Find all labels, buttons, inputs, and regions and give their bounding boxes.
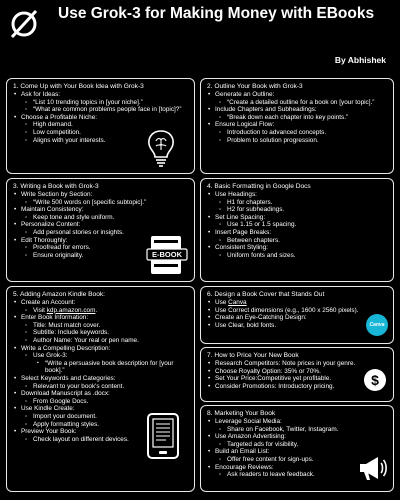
- sublist-wrapper: [13, 307, 188, 315]
- list-item: [207, 191, 387, 199]
- list-item-text: Encourage Reviews:: [215, 463, 274, 471]
- list-level-2: [207, 199, 387, 214]
- list-item: [13, 329, 188, 337]
- list-item-text: Download Manuscript as .docx:: [21, 390, 110, 398]
- dollar-coin-icon: [364, 369, 386, 391]
- list-item-text: Use Headings:: [215, 191, 257, 198]
- list-item: [207, 129, 387, 137]
- list-item: [13, 337, 188, 345]
- list-item: [207, 206, 387, 214]
- list-level-2: [207, 426, 387, 434]
- list-item: [13, 299, 188, 307]
- lightbulb-brain-icon: [144, 128, 178, 168]
- list-level-2: [13, 398, 188, 406]
- list-item-text: “Write a persuasive book description for [your book].”: [45, 359, 174, 375]
- list-item: [207, 360, 387, 368]
- list-item-text: Targeted ads for visibility.: [227, 440, 299, 448]
- list-item-text: “Create a detailed outline for a book on [your topic].”: [227, 98, 375, 106]
- list-item-text: Use 1.15 or 1.5 spacing.: [227, 221, 297, 229]
- list-item: [13, 352, 188, 360]
- list-item-text: Use: [215, 299, 229, 306]
- list-item-text: Introduction to advanced concepts.: [227, 128, 327, 136]
- card-outline: [200, 78, 394, 174]
- list-item-text: Build an Email List:: [215, 448, 270, 456]
- author-byline: By Abhishek: [334, 55, 386, 65]
- card-title: 6. Design a Book Cover that Stands Out: [207, 291, 325, 298]
- sublist-wrapper: [207, 441, 387, 449]
- list-item-text: Set Line Spacing:: [215, 213, 266, 221]
- list-item-text: Set Your Price:Competitive yet profitable.: [215, 375, 332, 383]
- list-item-text: Proofread for errors.: [33, 244, 91, 252]
- list-item-text: “List 10 trending topics in [your niche].”: [33, 98, 143, 106]
- card-formatting: [200, 178, 394, 282]
- card-title: 2. Outline Your Book with Grok-3: [207, 83, 303, 90]
- list-item: [207, 418, 387, 426]
- sublist-wrapper: [13, 360, 188, 375]
- list-level-2: [207, 441, 387, 449]
- list-item: [13, 91, 188, 99]
- list-item: [207, 433, 387, 441]
- list-item-text: H2 for subheadings.: [227, 206, 285, 214]
- list-item-text: Research Competitors: Note prices in your genre.: [215, 360, 356, 367]
- list-level-2: [13, 352, 188, 375]
- card-cover-design: [200, 286, 394, 344]
- list-level-2: [13, 214, 188, 222]
- list-item: [207, 237, 387, 245]
- list-item: [207, 368, 387, 376]
- list-item-text: Consistent Styling:: [215, 244, 268, 252]
- list-item-text: Personalize Content:: [21, 221, 81, 229]
- list-item: [13, 99, 188, 107]
- list-item: [13, 206, 188, 214]
- list-item-text: Apply formatting styles.: [33, 420, 100, 428]
- list-item: [13, 360, 188, 375]
- sublist-wrapper: [13, 199, 188, 207]
- sublist-wrapper: [207, 199, 387, 214]
- ebook-label: E-BOOK: [152, 250, 182, 259]
- list-item-text: Enter Book Information:: [21, 314, 89, 322]
- list-item: [207, 114, 387, 122]
- list-item-text: Ask for Ideas:: [21, 91, 61, 98]
- sublist-wrapper: [207, 114, 387, 122]
- page-title: Use Grok-3 for Making Money with EBooks: [58, 5, 375, 22]
- list-item: [13, 345, 188, 353]
- list-item-text: Ensure Logical Flow:: [215, 121, 275, 129]
- list-item: [207, 426, 387, 434]
- list-item: [207, 99, 387, 107]
- sublist-wrapper: [13, 398, 188, 406]
- list-item: [13, 307, 188, 315]
- list-level-2: [207, 114, 387, 122]
- list-item-text: Author Name: Your real or pen name.: [33, 336, 139, 344]
- list-item-text: Use Grok-3:: [33, 352, 68, 360]
- list-item: [207, 91, 387, 99]
- list-item-text: Write Section by Section:: [21, 191, 93, 198]
- list-level-2: [207, 99, 387, 107]
- list-item-text: Share on Facebook, Twitter, Instagram.: [227, 425, 339, 433]
- list-item-text: Uniform fonts and sizes.: [227, 251, 296, 259]
- sublist-wrapper: [207, 99, 387, 107]
- list-item-text: High demand.: [33, 121, 73, 129]
- list-level-3: [13, 360, 188, 375]
- list-item-text: Choose Royalty Option: 35% or 70%.: [215, 367, 321, 375]
- list-item-text: Leverage Social Media:: [215, 418, 282, 425]
- list-item-text: Add personal stories or insights.: [33, 228, 124, 236]
- list-item-text: Create an Eye-Catching Design:: [215, 314, 307, 322]
- list-level-1: [207, 360, 387, 390]
- card-title: 1. Come Up with Your Book Idea with Grok-3: [13, 83, 144, 90]
- list-item: [207, 214, 387, 222]
- list-item-text: Use Correct dimensions (e.g., 1600 x 2560 pixels).: [215, 306, 359, 314]
- card-title: 8. Marketing Your Book: [207, 410, 276, 417]
- list-item-text: Ask readers to leave feedback.: [227, 471, 315, 479]
- list-level-2: [13, 322, 188, 345]
- list-item-text: “What are common problems people face in [topic]?”: [33, 106, 182, 114]
- list-item-text: H1 for chapters.: [227, 198, 273, 206]
- list-item-text: Choose a Profitable Niche:: [21, 113, 98, 121]
- list-level-1: [207, 191, 387, 259]
- list-item-text: Include Chapters and Subheadings:: [215, 106, 317, 114]
- list-item-text: Check layout on different devices.: [33, 435, 129, 443]
- grok-logo-icon: [8, 8, 40, 40]
- list-item: [13, 199, 188, 207]
- list-item-text: Write a Compelling Description:: [21, 344, 111, 352]
- list-item-text: Maintain Consistency:: [21, 206, 84, 214]
- list-item-text: Ensure originality.: [33, 251, 84, 259]
- list-item-text: Create an Account:: [21, 299, 76, 306]
- list-item-text: Aligns with your interests.: [33, 136, 106, 144]
- list-item: [207, 106, 387, 114]
- list-level-2: [207, 237, 387, 245]
- link-text[interactable]: kdp.amazon.com: [46, 306, 96, 314]
- list-item: [207, 252, 387, 260]
- list-item-text: Low competition.: [33, 128, 81, 136]
- sublist-wrapper: [207, 237, 387, 245]
- list-level-2: [207, 252, 387, 260]
- list-item-text: From Google Docs.: [33, 397, 89, 405]
- list-item: [207, 441, 387, 449]
- list-level-2: [13, 307, 188, 315]
- list-item: [13, 322, 188, 330]
- card-title: 5. Adding Amazon Kindle Book:: [13, 291, 106, 298]
- list-item: [13, 314, 188, 322]
- list-item-text: Import your document.: [33, 412, 97, 420]
- list-item-text: Keep tone and style uniform.: [33, 213, 115, 221]
- list-item: [13, 214, 188, 222]
- list-item: [207, 375, 387, 383]
- list-item: [207, 121, 387, 129]
- list-item: [207, 137, 387, 145]
- list-item: [13, 191, 188, 199]
- list-item-text: Preview Your Book:: [21, 428, 77, 436]
- list-level-2: [13, 383, 188, 391]
- card-title: 7. How to Price Your New Book: [207, 352, 299, 359]
- list-item: [207, 383, 387, 391]
- list-item-text: Relevant to your book's content.: [33, 382, 125, 390]
- sublist-wrapper: [13, 352, 188, 375]
- list-item: [207, 307, 387, 315]
- list-item-text: Problem to solution progression.: [227, 136, 319, 144]
- list-item-text: Consider Promotions: Introductory pricing.: [215, 382, 335, 390]
- list-item: [13, 383, 188, 391]
- sublist-wrapper: [13, 99, 188, 114]
- list-item-text: Edit Thoroughly:: [21, 236, 68, 244]
- list-item: [13, 114, 188, 122]
- sublist-wrapper: [13, 214, 188, 222]
- list-level-1: [207, 299, 387, 329]
- list-item: [207, 322, 387, 330]
- list-level-1: [207, 91, 387, 144]
- card-title: 3. Writing a Book with Grok-3: [13, 183, 99, 190]
- list-item-text: “Break down each chapter into key points.”: [227, 113, 349, 121]
- list-item: [13, 106, 188, 114]
- list-item-text: Use Amazon Advertising:: [215, 433, 287, 441]
- list-level-2: [13, 199, 188, 207]
- dollar-symbol: $: [371, 372, 379, 388]
- list-item-text: Title: Must match cover.: [33, 321, 101, 329]
- list-item: [13, 375, 188, 383]
- list-item-tail: .: [95, 306, 98, 314]
- megaphone-icon: [356, 452, 388, 484]
- canva-logo-icon: [366, 314, 388, 336]
- list-item: [207, 199, 387, 207]
- list-item-text: Select Keywords and Categories:: [21, 374, 116, 382]
- sublist-wrapper: [13, 383, 188, 391]
- ebook-icon: [145, 234, 189, 278]
- sublist-wrapper: [207, 426, 387, 434]
- list-item-text: Between chapters.: [227, 236, 280, 244]
- list-item: [207, 229, 387, 237]
- link-text[interactable]: Canva: [228, 299, 247, 306]
- list-item-text: Insert Page Breaks:: [215, 228, 272, 236]
- list-level-2: [207, 129, 387, 144]
- sublist-wrapper: [207, 129, 387, 144]
- list-item: [207, 244, 387, 252]
- list-item: [207, 299, 387, 307]
- list-level-2: [207, 221, 387, 229]
- kindle-device-icon: [146, 412, 180, 460]
- list-item-text: Use Clear, bold fonts.: [215, 321, 277, 329]
- list-item-text: Generate an Outline:: [215, 91, 275, 98]
- list-item-text: “Write 500 words on [specific subtopic].”: [33, 198, 147, 206]
- canva-logo-text: Canva: [369, 322, 385, 328]
- card-title: 4. Basic Formatting in Google Docs: [207, 183, 311, 190]
- sublist-wrapper: [207, 252, 387, 260]
- list-item: [13, 390, 188, 398]
- list-level-2: [13, 99, 188, 114]
- card-kindle: [6, 286, 195, 492]
- list-item-text: Subtitle: Include keywords.: [33, 329, 110, 337]
- list-item: [13, 398, 188, 406]
- list-item-text: Use Kindle Create:: [21, 405, 75, 413]
- sublist-wrapper: [13, 322, 188, 345]
- list-item: [207, 314, 387, 322]
- list-item-text: Offer free content for sign-ups.: [227, 455, 314, 463]
- list-item: [207, 221, 387, 229]
- list-item-text: Visit: [33, 306, 47, 314]
- header: [0, 0, 400, 70]
- sublist-wrapper: [207, 221, 387, 229]
- list-item: [13, 221, 188, 229]
